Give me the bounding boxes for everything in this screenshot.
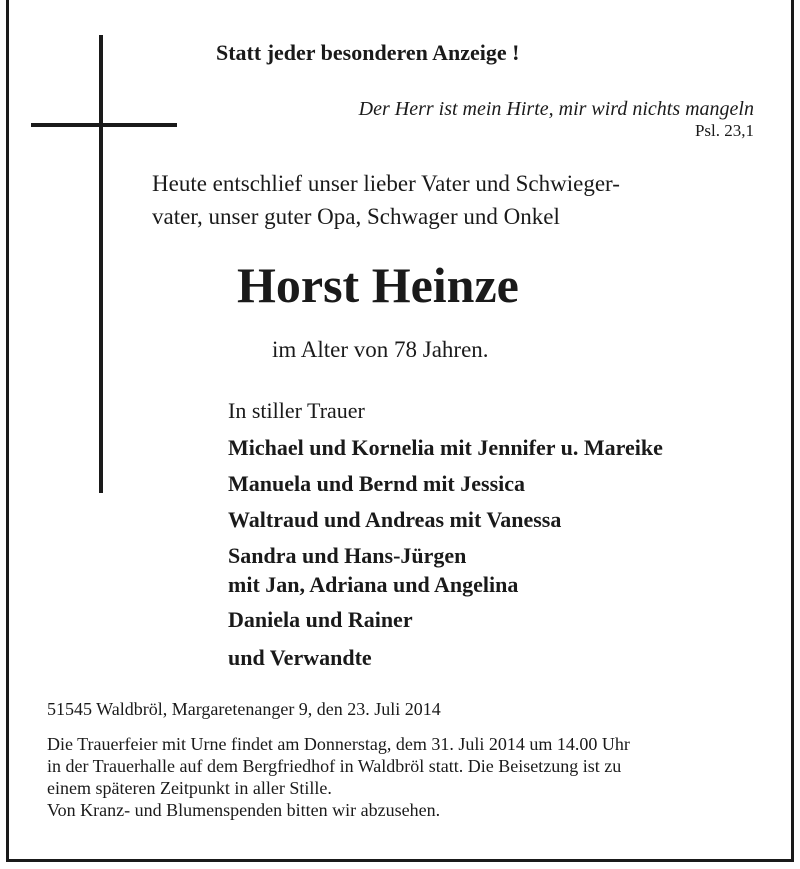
funeral-info-line: Von Kranz- und Blumenspenden bitten wir abzusehen. xyxy=(47,800,441,820)
funeral-info xyxy=(47,733,630,821)
family-line: Waltraud und Andreas mit Vanessa xyxy=(228,507,562,532)
funeral-info-line: in der Trauerhalle auf dem Bergfriedhof in Waldbröl statt. Die Beisetzung ist zu xyxy=(47,756,622,776)
cross-horizontal-bar xyxy=(31,123,177,127)
cross-vertical-bar xyxy=(99,35,103,493)
funeral-info-line: einem späteren Zeitpunkt in aller Stille. xyxy=(47,778,332,798)
family-line: und Verwandte xyxy=(228,645,372,670)
family-line: mit Jan, Adriana und Angelina xyxy=(228,572,519,597)
deceased-name: Horst Heinze xyxy=(237,257,519,313)
intro-text xyxy=(152,167,620,233)
notice-header: Statt jeder besonderen Anzeige ! xyxy=(216,40,520,65)
address-date: 51545 Waldbröl, Margaretenanger 9, den 23. Juli 2014 xyxy=(47,699,441,719)
mourning-phrase: In stiller Trauer xyxy=(228,398,365,423)
intro-line: vater, unser guter Opa, Schwager und Onkel xyxy=(152,204,560,229)
family-line: Daniela und Rainer xyxy=(228,607,413,632)
age-text: im Alter von 78 Jahren. xyxy=(272,337,489,362)
family-line: Manuela und Bernd mit Jessica xyxy=(228,471,526,496)
bible-verse: Der Herr ist mein Hirte, mir wird nichts mangeln xyxy=(358,98,754,120)
funeral-info-line: Die Trauerfeier mit Urne findet am Donnerstag, dem 31. Juli 2014 um 14.00 Uhr xyxy=(47,734,630,754)
intro-line: Heute entschlief unser lieber Vater und Schwieger- xyxy=(152,171,620,196)
verse-reference: Psl. 23,1 xyxy=(694,121,754,140)
family-line: Sandra und Hans-Jürgen xyxy=(228,543,467,568)
family-line: Michael und Kornelia mit Jennifer u. Mareike xyxy=(228,435,663,460)
